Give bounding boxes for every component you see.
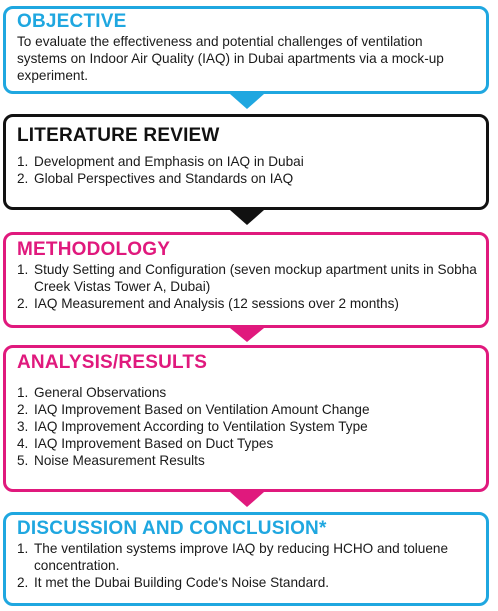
item-number: 5.: [17, 453, 29, 468]
item-number: 1.: [17, 262, 29, 277]
item-number: 2.: [17, 171, 29, 186]
item-number: 2.: [17, 296, 29, 311]
down-arrow-icon: [230, 210, 264, 225]
literature-review-box: [3, 114, 489, 210]
item-text: Noise Measurement Results: [34, 453, 205, 468]
list-item: [17, 540, 457, 574]
item-text: IAQ Measurement and Analysis (12 sessions over 2 months): [34, 296, 399, 311]
item-number: 1.: [17, 154, 29, 169]
item-number: 4.: [17, 436, 29, 451]
item-text: IAQ Improvement Based on Duct Types: [34, 436, 274, 451]
item-text: IAQ Improvement Based on Ventilation Amount Change: [34, 402, 370, 417]
item-number: 2.: [17, 575, 29, 590]
item-number: 3.: [17, 419, 29, 434]
objective-title: OBJECTIVE: [17, 11, 127, 32]
list-item: [17, 574, 457, 591]
item-text: General Observations: [34, 385, 167, 400]
list-item: [17, 452, 486, 469]
item-text: Development and Emphasis on IAQ in Dubai: [34, 154, 304, 169]
item-number: 2.: [17, 402, 29, 417]
item-number: 1.: [17, 541, 29, 556]
down-arrow-icon: [230, 328, 264, 342]
discussion-conclusion-title: DISCUSSION AND CONCLUSION*: [17, 518, 327, 539]
item-text: Global Perspectives and Standards on IAQ: [34, 171, 294, 186]
analysis-results-title: ANALYSIS/RESULTS: [17, 352, 208, 373]
methodology-box: [3, 232, 489, 328]
objective-box: [3, 6, 489, 94]
methodology-title: METHODOLOGY: [17, 239, 171, 260]
item-text: Study Setting and Configuration (seven mockup apartment units in Sobha Creek Vistas Tower A, Dubai): [34, 262, 477, 294]
item-text: The ventilation systems improve IAQ by reducing HCHO and toluene concentration.: [34, 541, 449, 573]
analysis-results-box: [3, 345, 489, 492]
item-number: 1.: [17, 385, 29, 400]
list-item: [17, 295, 477, 312]
literature-review-title: LITERATURE REVIEW: [17, 125, 220, 146]
list-item: [17, 401, 486, 418]
item-text: It met the Dubai Building Code's Noise Standard.: [34, 575, 330, 590]
list-item: [17, 170, 486, 187]
list-item: [17, 153, 486, 170]
list-item: [17, 435, 486, 452]
down-arrow-icon: [230, 492, 264, 507]
list-item: [17, 418, 486, 435]
down-arrow-icon: [230, 94, 264, 109]
discussion-conclusion-box: [3, 512, 489, 606]
list-item: [17, 384, 486, 401]
list-item: [17, 261, 477, 295]
item-text: IAQ Improvement According to Ventilation System Type: [34, 419, 368, 434]
objective-text: To evaluate the effectiveness and potential challenges of ventilation systems on Indoor Air Quality (IAQ) in Dubai apartments via a mock-up experiment.: [17, 34, 444, 83]
